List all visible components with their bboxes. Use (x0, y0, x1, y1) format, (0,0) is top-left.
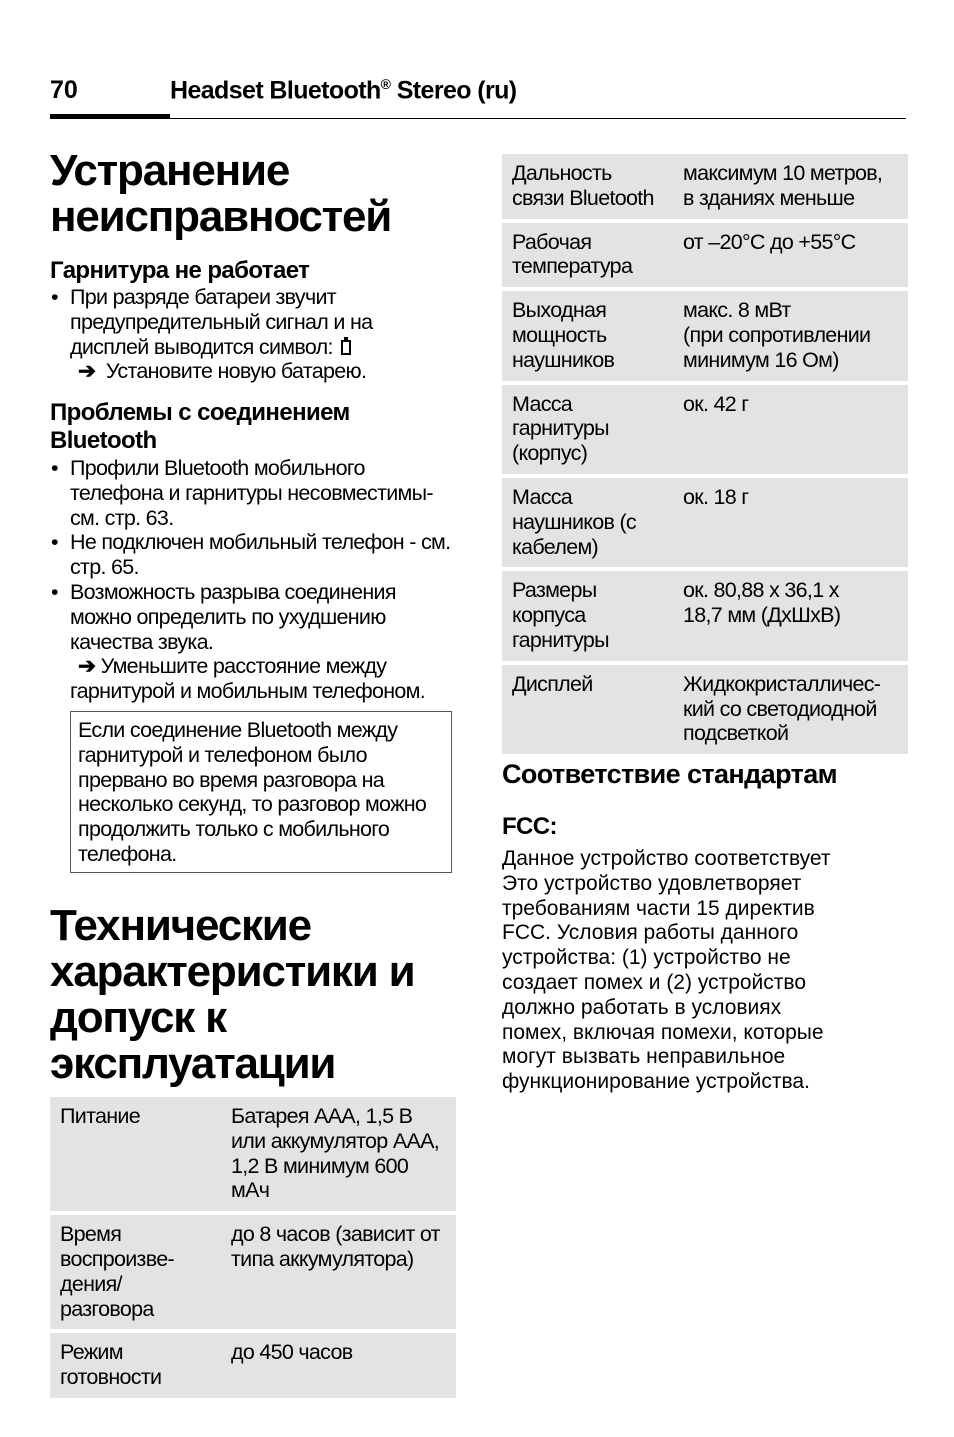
spec-key-line: Дальность (512, 161, 612, 185)
spec-value-line: до 8 часов (зависит от (231, 1222, 440, 1247)
compliance-heading: Соответствие стандартам (502, 759, 838, 789)
running-header (170, 76, 517, 105)
bluetooth-problems-section (50, 456, 452, 704)
spec-key-line: Режим (60, 1340, 123, 1365)
spec-key-line: готовности (60, 1365, 162, 1390)
arrow-right-icon: ➔ (78, 359, 96, 384)
spec-value (673, 478, 908, 571)
fcc-line: могут вызвать неправильное (502, 1045, 786, 1069)
spec-key (502, 154, 673, 223)
page-number: 70 (50, 76, 78, 104)
spec-value (673, 291, 908, 384)
spec-value-line: 18,7 мм (ДхШхВ) (683, 603, 841, 628)
spec-key-line: мощность (512, 322, 607, 347)
fcc-line: FCC. Условия работы данного (502, 921, 799, 945)
spec-key-line: Время (60, 1222, 122, 1247)
spec-value (673, 223, 908, 292)
bullet-text: При разряде батареи звучит предупредительный сигнал и на дисплей выводится символ: (70, 285, 373, 359)
spec-key-line: разговора (60, 1296, 154, 1321)
spec-key-line: гарнитуры (512, 627, 609, 652)
spec-key (502, 665, 673, 758)
list-item (50, 285, 450, 359)
spec-row (502, 478, 908, 571)
spec-key (502, 223, 673, 292)
note-box: Если соединение Bluetooth между гарнитурой и телефоном было прервано во время разговора на несколько секунд, то разговор можно продолжить только с мобильного телефона. (70, 711, 452, 873)
specs-heading-line: допуск к (50, 993, 226, 1042)
spec-key-line: дения/ (60, 1271, 122, 1296)
spec-key (502, 291, 673, 384)
spec-value-line: Батарея AAA, 1,5 В (231, 1104, 413, 1128)
spec-value (221, 1097, 456, 1215)
list-item: • Возможность разрыва соединения можно определить по ухудшению качества звука. (50, 580, 452, 654)
running-header-title: Headset Bluetooth (170, 76, 381, 105)
running-header-rest: Stereo (ru) (390, 76, 517, 105)
action-text: Установите новую батарею. (105, 359, 367, 384)
bluetooth-problems-title-line1: Проблемы с соединением (50, 399, 350, 426)
spec-key-line: наушников (с (512, 509, 636, 534)
spec-row (50, 1333, 456, 1402)
spec-table-left (50, 1097, 456, 1402)
spec-key-line: Рабочая (512, 229, 592, 254)
spec-key (502, 571, 673, 664)
spec-table-right (502, 154, 908, 758)
list-item: • Профили Bluetooth мобильного телефона и гарнитуры несовместимы- см. стр. 63. (50, 456, 452, 530)
spec-key-line: температура (512, 254, 633, 279)
spec-value-line: от –20°C до +55°C (683, 229, 856, 254)
spec-key-line: наушников (512, 347, 615, 372)
spec-value-line: макс. 8 мВт (683, 298, 791, 323)
spec-key-line: Питание (60, 1104, 140, 1128)
spec-key-line: Масса (512, 391, 573, 416)
headset-not-working-section (50, 285, 450, 384)
spec-key (50, 1097, 221, 1215)
fcc-line: должно работать в условиях (502, 995, 782, 1019)
spec-key-line: воспроизве- (60, 1246, 174, 1271)
spec-value (673, 154, 908, 223)
spec-value-line: ок. 80,88 x 36,1 x (683, 578, 839, 603)
specs-heading-line: эксплуатации (50, 1039, 336, 1088)
headset-not-working-title: Гарнитура не работает (50, 257, 310, 284)
list-item: • Не подключен мобильный телефон - см. стр. 65. (50, 530, 452, 580)
specs-heading (50, 903, 414, 1087)
spec-key-line: кабелем) (512, 534, 598, 559)
spec-value (221, 1333, 456, 1402)
troubleshooting-heading-line2: неисправностей (50, 192, 392, 241)
action-line (50, 654, 452, 704)
specs-heading-line: Технические (50, 901, 311, 950)
spec-key-line: Размеры (512, 578, 597, 603)
bluetooth-problems-title-line2: Bluetooth (50, 427, 157, 454)
spec-row (502, 571, 908, 664)
header-rule (50, 118, 906, 119)
spec-value-line: подсветкой (683, 721, 789, 746)
spec-value-line: типа аккумулятора) (231, 1246, 414, 1271)
fcc-line: помех, включая помехи, которые (502, 1020, 824, 1044)
battery-empty-icon (341, 340, 351, 355)
spec-row (502, 291, 908, 384)
spec-value-line: 1,2 В минимум 600 мАч (231, 1153, 409, 1203)
spec-value-line: ок. 42 г (683, 391, 749, 416)
spec-row (502, 385, 908, 478)
spec-key-line: связи Bluetooth (512, 185, 654, 210)
spec-key-line: Выходная (512, 298, 607, 323)
spec-key-line: Масса (512, 484, 573, 509)
fcc-line: создает помех и (2) устройство (502, 970, 807, 994)
spec-value-line: минимум 16 Ом) (683, 347, 839, 372)
spec-value-line: кий со светодиодной (683, 696, 877, 721)
troubleshooting-heading-line1: Устранение (50, 146, 290, 195)
fcc-line: Это устройство удовлетворяет (502, 871, 802, 895)
fcc-line: требованиям части 15 директив (502, 896, 815, 920)
spec-key (502, 478, 673, 571)
spec-value-line: или аккумулятор AAA, (231, 1128, 440, 1153)
spec-row (50, 1097, 456, 1215)
action-line (50, 359, 450, 384)
registered-mark: ® (380, 76, 391, 92)
spec-row (502, 223, 908, 292)
specs-heading-line: характеристики и (50, 947, 415, 996)
spec-value (673, 385, 908, 478)
spec-value-line: до 450 часов (231, 1340, 353, 1365)
fcc-paragraph (502, 847, 906, 1095)
troubleshooting-heading (50, 148, 391, 240)
spec-key-line: корпуса (512, 603, 586, 628)
spec-value (221, 1215, 456, 1333)
spec-key-line: Дисплей (512, 671, 593, 696)
fcc-line: Данное устройство соответствует (502, 847, 831, 870)
spec-key-line: гарнитуры (512, 416, 609, 441)
spec-row (50, 1215, 456, 1333)
arrow-right-icon: ➔ (78, 654, 96, 679)
spec-value-line: в зданиях меньше (683, 185, 855, 210)
action-text: Уменьшите расстояние между гарнитурой и мобильным телефоном. (70, 654, 426, 704)
spec-value (673, 665, 908, 758)
fcc-line: функционирование устройства. (502, 1070, 810, 1094)
bluetooth-problems-title (50, 399, 350, 455)
spec-value (673, 571, 908, 664)
fcc-title: FCC: (502, 813, 557, 840)
spec-value-line: ок. 18 г (683, 484, 749, 509)
spec-value-line: (при сопротивлении (683, 322, 871, 347)
spec-row (502, 665, 908, 758)
fcc-line: устройства: (1) устройство не (502, 946, 791, 970)
spec-key (50, 1333, 221, 1402)
spec-key-line: (корпус) (512, 441, 588, 466)
spec-key (502, 385, 673, 478)
spec-value-line: Жидкокристалличес- (683, 671, 881, 696)
spec-row (502, 154, 908, 223)
spec-value-line: максимум 10 метров, (683, 161, 883, 185)
spec-key (50, 1215, 221, 1333)
